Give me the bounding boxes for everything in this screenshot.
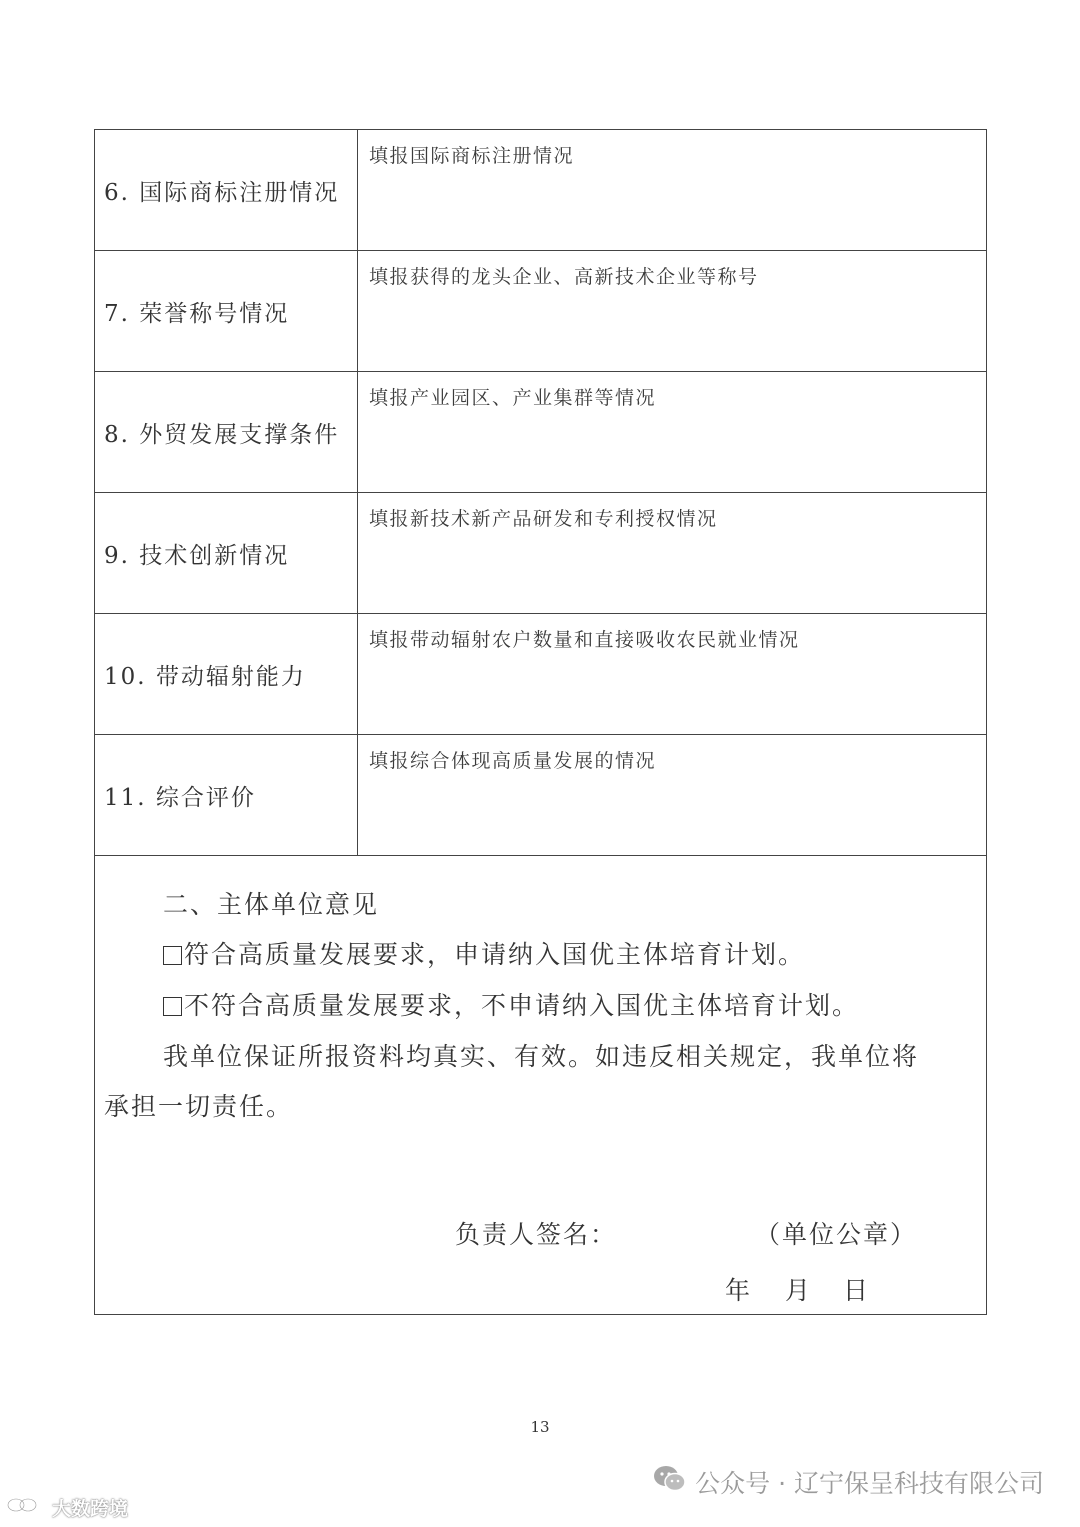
application-form-table bbox=[94, 129, 987, 1315]
date-day-label: 日 bbox=[843, 1276, 869, 1305]
row-hint[interactable]: 填报带动辐射农户数量和直接吸收农民就业情况 bbox=[369, 629, 800, 651]
statement-line-1: 我单位保证所报资料均真实、有效。如违反相关规定，我单位将 bbox=[163, 1042, 920, 1071]
watermark-right-text: 公众号 · 辽宁保呈科技有限公司 bbox=[695, 1469, 1044, 1498]
form-row-overall-evaluation bbox=[95, 735, 986, 856]
form-row-honors bbox=[95, 251, 986, 372]
row-label: 9. 技术创新情况 bbox=[95, 493, 358, 613]
row-label: 10. 带动辐射能力 bbox=[95, 614, 358, 734]
form-row-trade-support bbox=[95, 372, 986, 493]
row-label: 11. 综合评价 bbox=[95, 735, 358, 855]
wechat-watermark bbox=[653, 1462, 1044, 1502]
wechat-icon bbox=[653, 1464, 687, 1500]
row-label: 8. 外贸发展支撑条件 bbox=[95, 372, 358, 492]
signature-label: 负责人签名： bbox=[455, 1220, 618, 1249]
row-label: 7. 荣誉称号情况 bbox=[95, 251, 358, 371]
form-row-radiation-capacity bbox=[95, 614, 986, 735]
option-not-apply[interactable] bbox=[163, 986, 859, 1022]
statement-line-2: 承担一切责任。 bbox=[104, 1092, 294, 1121]
date-year-label: 年 bbox=[725, 1276, 751, 1305]
entity-opinion-section bbox=[95, 855, 986, 1314]
checkbox-apply[interactable] bbox=[163, 946, 182, 965]
option-apply-label: 符合高质量发展要求，申请纳入国优主体培育计划。 bbox=[184, 940, 806, 969]
opinion-heading: 二、主体单位意见 bbox=[163, 890, 380, 919]
row-hint[interactable]: 填报国际商标注册情况 bbox=[369, 145, 575, 167]
page-number: 13 bbox=[530, 1418, 550, 1436]
link-icon bbox=[6, 1495, 48, 1520]
date-month-label: 月 bbox=[785, 1276, 811, 1305]
option-apply[interactable] bbox=[163, 935, 805, 971]
source-watermark bbox=[6, 1494, 128, 1520]
row-label: 6. 国际商标注册情况 bbox=[95, 130, 358, 250]
option-not-apply-label: 不符合高质量发展要求，不申请纳入国优主体培育计划。 bbox=[184, 991, 860, 1020]
form-row-international-trademark bbox=[95, 130, 986, 251]
seal-label: （单位公章） bbox=[755, 1220, 918, 1249]
row-hint[interactable]: 填报综合体现高质量发展的情况 bbox=[369, 750, 657, 772]
row-hint[interactable]: 填报获得的龙头企业、高新技术企业等称号 bbox=[369, 266, 759, 288]
form-row-tech-innovation bbox=[95, 493, 986, 614]
watermark-left-text: 大数跨境 bbox=[52, 1497, 129, 1520]
checkbox-not-apply[interactable] bbox=[163, 997, 182, 1016]
row-hint[interactable]: 填报产业园区、产业集群等情况 bbox=[369, 387, 657, 409]
row-hint[interactable]: 填报新技术新产品研发和专利授权情况 bbox=[369, 508, 718, 530]
